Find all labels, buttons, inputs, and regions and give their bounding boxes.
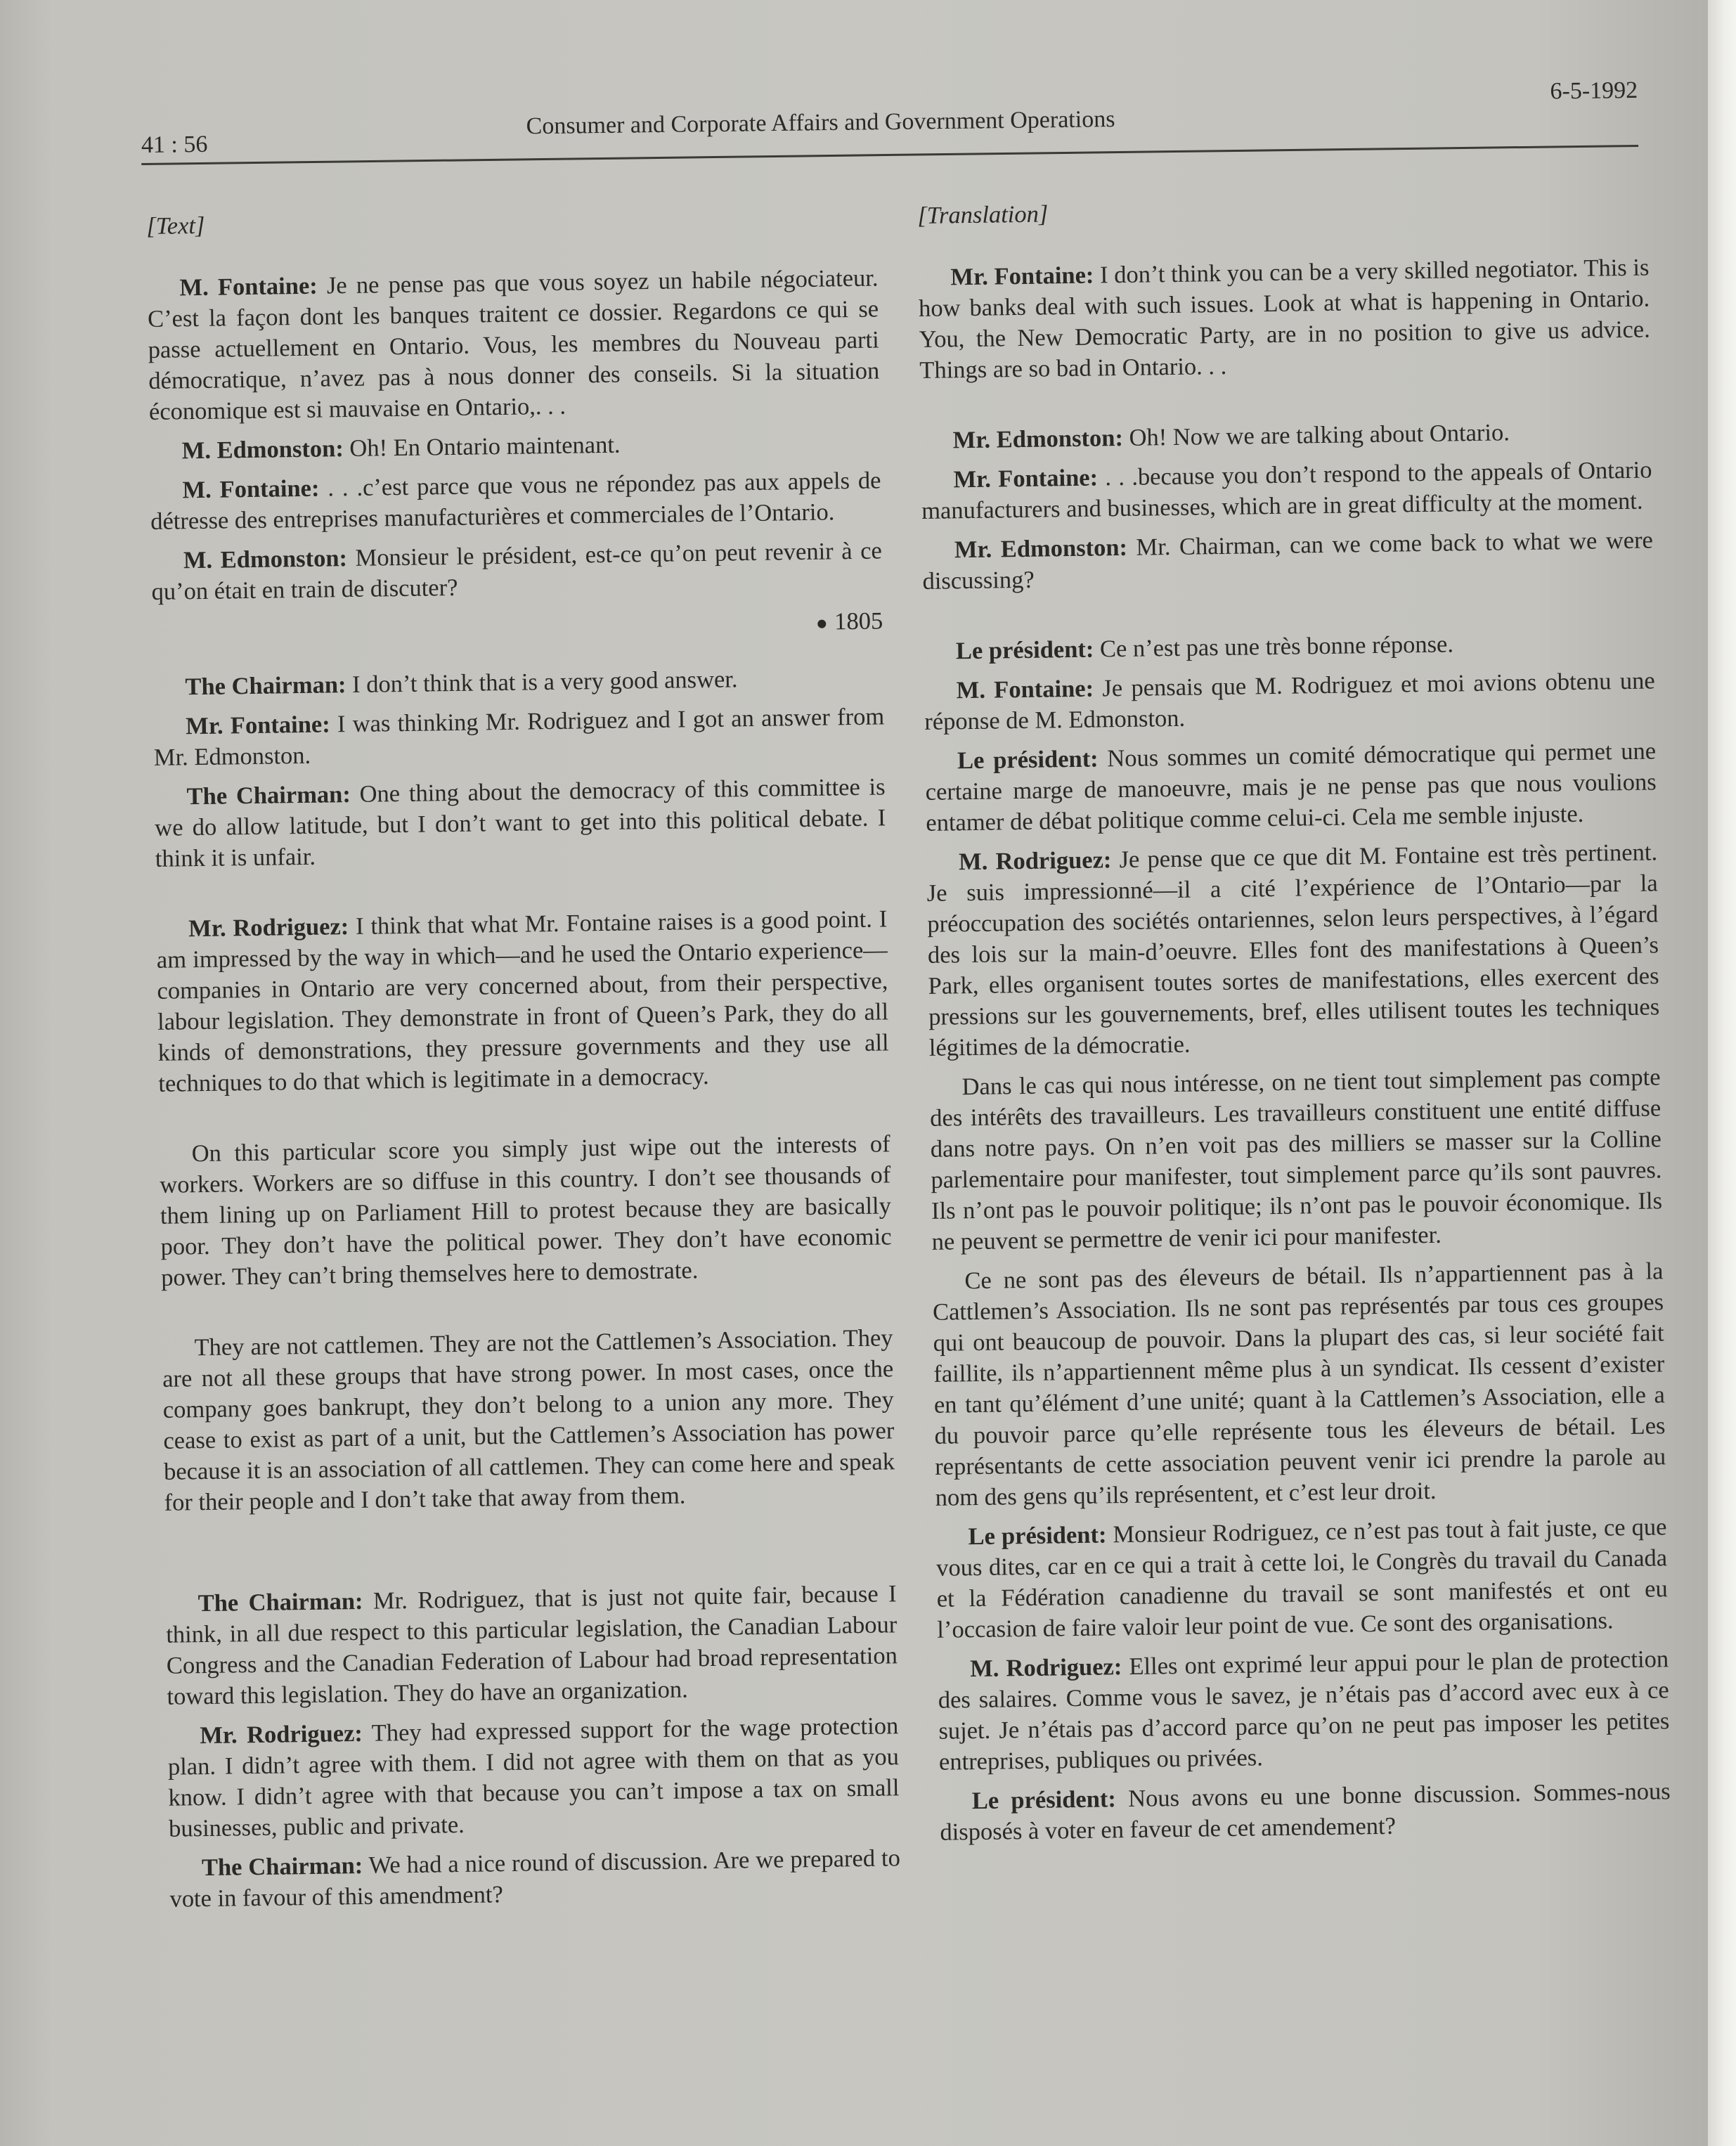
paragraph: Ce ne sont pas des éleveurs de bétail. Ils n’appartiennent pas à la Cattlemen’s Association. Ils ne sont pas représentés par tous ces groupes qui ont beaucoup de pouvoir. Dans la plupart des cas, si leur société fait faillite, ils n’appartiennent même plus à un syndicat. Ils cessent d’exister en tant qu’élément d’une unité; quant à la Cattlemen’s Association, elle a du pouvoir parce qu’elle représente tous les éleveurs de bétail. Les représentants de cette association peuvent venir ici prendre la parole au nom des gens qu’ils représentent, et c’est leur droit.: [932, 1258, 1666, 1511]
speaker-name: Mr. Fontaine:: [950, 261, 1094, 291]
language-tag: [Text]: [146, 212, 205, 240]
paragraph: [169, 1842, 901, 1915]
speech-text: Je ne pense pas que vous soyez un habile négociateur. C’est la façon dont les banques traitent ce dossier. Regardons ce qui se passe actuellement en Ontario. Vous, les membres du Nouveau parti démocratique, n’avez pas à nous donner des conseils. Si la situation économique est si mauvaise en Ontario,. . .: [147, 264, 880, 425]
speaker-name: The Chairman:: [197, 1587, 363, 1617]
bullet-icon: [817, 620, 826, 628]
paragraph: [924, 665, 1655, 737]
paragraph: [156, 903, 890, 1099]
paragraph: [939, 1776, 1671, 1848]
speaker-name: M. Fontaine:: [182, 474, 320, 504]
speaker-name: Mr. Rodriguez:: [188, 913, 349, 943]
speaker-name: M. Rodriguez:: [958, 846, 1112, 876]
right-column: [917, 190, 1671, 1856]
speaker-name: The Chairman:: [186, 781, 351, 810]
paragraph: [153, 701, 885, 773]
spacer: [164, 1516, 896, 1589]
speech-text: Monsieur Rodriguez, ce n’est pas tout à fait juste, ce que vous dites, car en ce qui a trait à cette loi, le Congrès du travail du Canada et la Fédération canadienne du travail se sont manifestés et ont eu l’occasion de faire valoir leur point de vue. Ce sont des organisations.: [935, 1513, 1668, 1643]
speaker-name: Mr. Fontaine:: [185, 711, 330, 740]
paragraph: On this particular score you simply just wipe out the interests of workers. Workers are so diffuse in this country. I don’t see thousands of them lining up on Parliament Hill to protest because they are basically poor. They don’t have the political power. They don’t have economic power. They can’t bring themselves here to demostrate.: [160, 1130, 892, 1291]
speaker-name: M. Fontaine:: [179, 272, 318, 302]
header-date: 6-5-1992: [1550, 77, 1638, 105]
speech-text: Monsieur le président, est-ce qu’on peut revenir à ce qu’on était en train de discuter?: [151, 537, 883, 605]
speaker-name: Le président:: [957, 745, 1099, 775]
paragraph: [165, 1578, 898, 1712]
speaker-name: Mr. Fontaine:: [953, 464, 1099, 493]
speech-text: I think that what Mr. Fontaine raises is a good point. I am impressed by the way in which—and he used the Ontario experience—companies in Ontario are very concerned about, from their perspective, labour legislation. They demonstrate in front of Queen’s Park, they do all kinds of demonstrations, they pressure governments and they use all techniques to do that which is legitimate in a democracy.: [156, 905, 889, 1097]
speech-text: I was thinking Mr. Rodriguez and I got an answer from Mr. Edmonston.: [153, 703, 885, 771]
speech-text: Mr. Chairman, can we come back to what we were discussing?: [922, 526, 1654, 595]
page-edge: [1708, 0, 1736, 2146]
speech-text: Nous avons eu une bonne discussion. Sommes-nous disposés à voter en faveur de cet amendement?: [940, 1778, 1671, 1846]
header-title: Consumer and Corporate Affairs and Government Operations: [526, 106, 1115, 140]
paragraph: [926, 836, 1660, 1063]
speech-text: Oh! Now we are talking about Ontario.: [1122, 419, 1510, 451]
speaker-name: Mr. Edmonston:: [954, 534, 1128, 564]
speech-text: Je pensais que M. Rodriguez et moi avions obtenu une réponse de M. Edmonston.: [924, 667, 1655, 735]
paragraph: [925, 735, 1657, 839]
speech-text: Elles ont exprimé leur appui pour le plan de protection des salaires. Comme vous le savez, je n’étais pas d’accord avec eux à ce sujet. Je n’étais pas d’accord parce qu’on ne peut pas imposer les petites entreprises, publiques ou privées.: [938, 1646, 1670, 1776]
speech-text: I don’t think that is a very good answer.: [346, 666, 738, 699]
speaker-name: Le président:: [955, 635, 1094, 665]
speech-text: Ce n’est pas une très bonne réponse.: [1094, 631, 1454, 663]
paragraph: [921, 454, 1652, 526]
paragraph: [922, 524, 1654, 597]
speech-text: I don’t think you can be a very skilled negotiator. This is how banks deal with such issues. Look at what is happening in Ontario. You, the New Democratic Party, are in no position to give us advice. Things are so bad in Ontario. . .: [918, 254, 1650, 384]
paragraph: [153, 661, 884, 703]
paragraph: Dans le cas qui nous intéresse, on ne tient tout simplement pas compte des intérêts des travailleurs. Les travailleurs constituent une entité diffuse dans notre pays. On n’en voit pas des milliers se masser sur la Colline parlementaire pour manifester, tout simplement parce qu’ils sont pauvres. Ils n’ont pas le pouvoir politique; ils n’ont pas le pouvoir économique. Ils ne peuvent se permettre de venir ici pour manifester.: [929, 1064, 1663, 1255]
speaker-name: Le président:: [971, 1785, 1117, 1815]
speaker-name: The Chairman:: [201, 1851, 363, 1882]
time-marker: [152, 605, 883, 647]
paragraph: [149, 425, 881, 467]
speech-text: We had a nice round of discussion. Are we prepared to vote in favour of this amendment?: [169, 1844, 901, 1913]
paragraph: [938, 1643, 1670, 1778]
paragraph: [147, 262, 880, 427]
paragraph: [935, 1511, 1668, 1646]
speaker-name: M. Fontaine:: [956, 675, 1094, 704]
speaker-name: Mr. Rodriguez:: [200, 1719, 363, 1750]
speech-text: They had expressed support for the wage protection plan. I didn’t agree with them. I did not agree with them on that as you know. I didn’t agree with that because you can’t impose a tax on small businesses, public and private.: [167, 1712, 900, 1842]
paragraph: [167, 1710, 900, 1844]
speech-text: Nous sommes un comité démocratique qui permet une certaine marge de manoeuvre, mais je ne pense pas que nous voulions entamer de débat politique comme celui-ci. Cela me semble injuste.: [925, 737, 1657, 836]
speech-text: Oh! En Ontario maintenant.: [343, 431, 621, 463]
speaker-name: Mr. Edmonston:: [952, 424, 1124, 454]
speech-text: Mr. Rodriguez, that is just not quite fair, because I think, in all due respect to this particular legislation, the Canadian Labour Congress and the Canadian Federation of Labour had broad representation toward this legislation. They do have an organization.: [166, 1580, 898, 1710]
page-number: 41 : 56: [141, 131, 208, 158]
speaker-name: Le président:: [968, 1521, 1107, 1551]
language-tag: [Translation]: [917, 200, 1049, 229]
left-column: [146, 200, 901, 1922]
paragraph: [150, 465, 881, 537]
paragraph: [918, 252, 1650, 386]
paragraph: [154, 771, 886, 874]
speech-text: One thing about the democracy of this committee is we do allow latitude, but I don’t want to get into this political debate. I think it is unfair.: [154, 773, 886, 872]
speaker-name: M. Edmonston:: [181, 435, 344, 465]
paragraph: [151, 535, 883, 607]
speech-text: Je pense que ce que dit M. Fontaine est très pertinent. Je suis impressionné—il a cité l’expérience de l’Ontario—par la préoccupation des sociétés ontariennes, selon leurs perspectives, à l’égard des lois sur la main-d’oeuvre. Elles font des manifestations à Queen’s Park, elles organisent toutes sortes de manifestations, elles exercent des pressions sur les gouvernements, bref, elles utilisent toutes les techniques légitimes de la démocratie.: [926, 839, 1660, 1061]
speaker-name: M. Edmonston:: [183, 545, 348, 574]
speech-text: . . .because you don’t respond to the appeals of Ontario manufacturers and businesses, which are in great difficulty at the moment.: [921, 456, 1652, 524]
speech-text: . . .c’est parce que vous ne répondez pas aux appels de détresse des entreprises manufacturières et commerciales de l’Ontario.: [150, 467, 881, 535]
speaker-name: M. Rodriguez:: [969, 1653, 1122, 1683]
paragraph: They are not cattlemen. They are not the Cattlemen’s Association. They are not all these groups that have strong power. In most cases, once the company goes bankrupt, they don’t belong to a union any more. They cease to exist as part of a unit, but the Cattlemen’s Association has power because it is an association of all cattlemen. They can come here and speak for their people and I don’t take that away from them.: [162, 1324, 895, 1516]
time-marker-text: 1805: [834, 607, 883, 635]
speaker-name: The Chairman:: [185, 671, 346, 701]
